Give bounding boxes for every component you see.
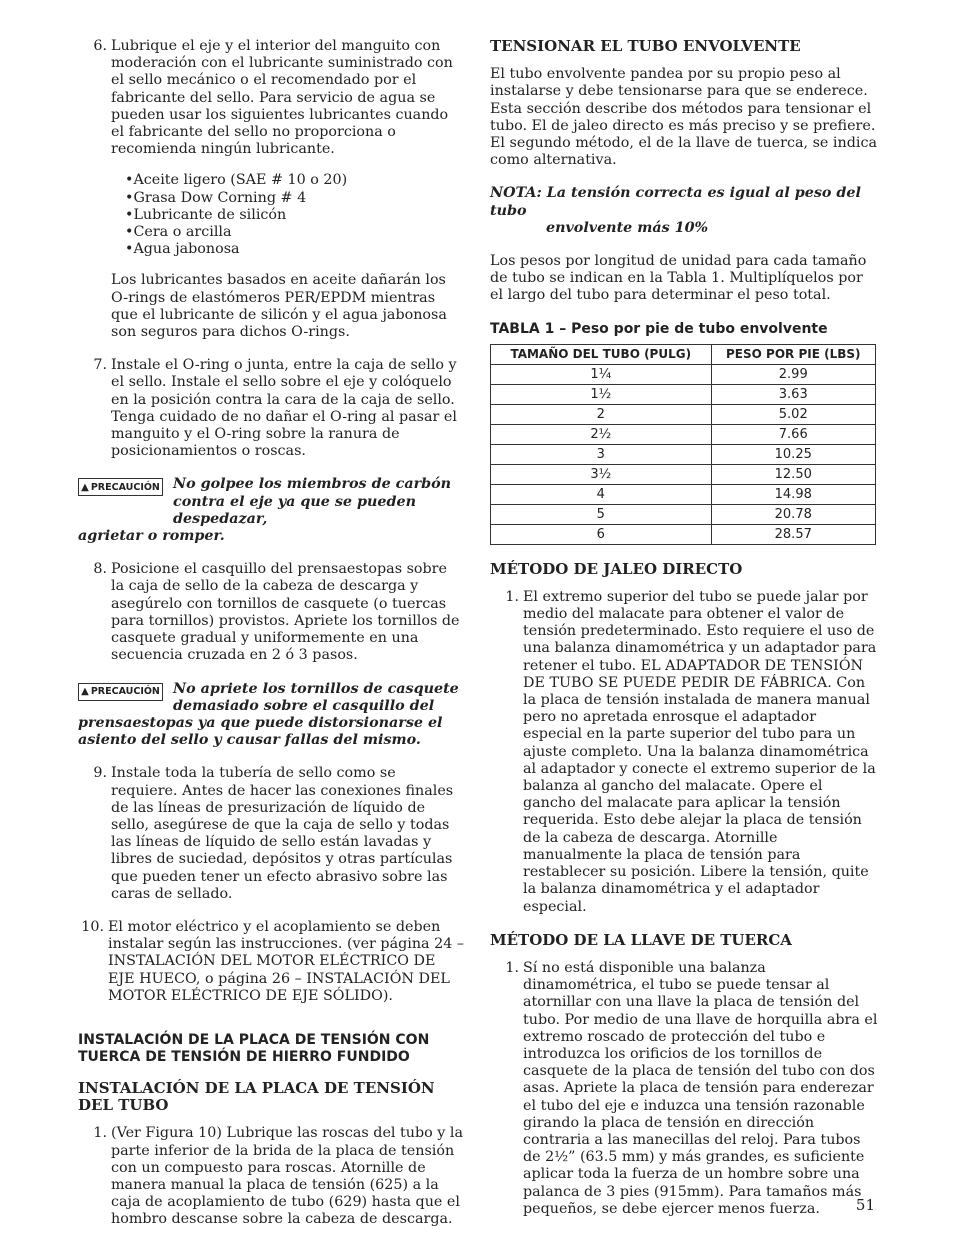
step-8 (78, 561, 464, 664)
step-number: 1. (93, 1125, 107, 1142)
step-text: (Ver Figura 10) Lubrique las roscas del tubo y la parte inferior de la brida de la placa de tensión con un compuesto para roscas. Atornille de manera manual la placa de tensión (625) a la caja de acoplamiento de tubo (629) hasta que el hombro descanse sobre la cabeza de descarga. (111, 1125, 463, 1228)
table-row: 3 10.25 (491, 444, 876, 464)
step-text: Instale el O-ring o junta, entre la caja de sello y el sello. Instale el sello sobre el eje y colóquelo en la posición contra la cara de la caja de sello. Tenga cuidado de no dañar el O-ring al pasar el manguito y el O-ring sobre la ranura de posicionamientos o roscas. (111, 357, 457, 460)
list-item: • Cera o arcilla (125, 224, 464, 241)
paragraph: El tubo envolvente pandea por su propio peso al instalarse y debe tensionarse para que se enderece. Esta sección describe dos métodos para tensionar el tubo. El de jaleo directo es más preciso y se prefiere. El segundo método, el de la llave de tuerca, se indica como alternativa. (490, 66, 877, 169)
direct-pull-step (490, 589, 878, 916)
list-item: • Aceite ligero (SAE # 10 o 20) (125, 172, 464, 189)
step-number: 10. (81, 918, 104, 935)
paragraph: Los pesos por longitud de unidad para cada tamaño de tubo se indican en la Tabla 1. Multiplíquelos por el largo del tubo para determinar el peso total. (490, 253, 867, 304)
table-row: 2 5.02 (491, 404, 876, 424)
page-number: 51 (855, 1196, 875, 1214)
subsection-heading: MÉTODO DE JALEO DIRECTO (490, 559, 743, 578)
table-row: 3½ 12.50 (491, 464, 876, 484)
caution-note-1: ▲ PRECAUCIÓN No golpee los miembros de carbón contra el eje ya que se pueden despedazar, agrietar o romper. (78, 476, 452, 545)
step-number: 8. (93, 561, 107, 578)
table-header: PESO POR PIE (LBS) (711, 344, 875, 364)
table-row: 5 20.78 (491, 504, 876, 524)
step-10 (78, 919, 464, 1005)
caution-badge: ▲ PRECAUCIÓN (78, 683, 163, 701)
table-row: 6 28.57 (491, 524, 876, 544)
table-row: 1½ 3.63 (491, 384, 876, 404)
caution-badge: ▲ PRECAUCIÓN (78, 478, 163, 496)
step-text: Posicione el casquillo del prensaestopas sobre la caja de sello de la cabeza de descarga y asegúrelo con tornillos de casquete (o tuercas para tornillos) provistos. Apriete los tornillos de casquete gradual y uniformemente en una secuencia cruzada en 2 ó 3 pasos. (111, 561, 460, 664)
subsection-heading: MÉTODO DE LA LLAVE DE TUERCA (490, 930, 792, 949)
section-heading: INSTALACIÓN DE LA PLACA DE TENSIÓN CON TUERCA DE TENSIÓN DE HIERRO FUNDIDO (78, 1031, 430, 1065)
warning-icon: ▲ (81, 685, 89, 697)
step-text: El motor eléctrico y el acoplamiento se deben instalar según las instrucciones. (ver página 24 – INSTALACIÓN DEL MOTOR ELÉCTRICO DE EJE HUECO, o página 26 – INSTALACIÓN DEL MOTOR ELÉCTRICO DE EJE SÓLIDO). (108, 918, 464, 1004)
step-number: 9. (93, 765, 107, 782)
section-heading: TENSIONAR EL TUBO ENVOLVENTE (490, 37, 801, 55)
table-title: TABLA 1 – Peso por pie de tubo envolvente (490, 320, 828, 337)
step-note: Los lubricantes basados en aceite dañarán los O-rings de elastómeros PER/EPDM mientras que el lubricante de silicón y el agua jabonosa son seguros para dichos O-rings. (111, 272, 447, 341)
list-item: • Agua jabonosa (125, 241, 464, 258)
lubricant-list (125, 172, 464, 258)
weight-table (490, 344, 876, 545)
step-7 (78, 357, 464, 460)
table-header: TAMAÑO DEL TUBO (PULG) (491, 344, 712, 364)
step-6 (78, 38, 464, 341)
step-number: 1. (505, 588, 519, 605)
subsection-heading: INSTALACIÓN DE LA PLACA DE TENSIÓN DEL TUBO (78, 1078, 435, 1115)
list-item: • Lubricante de silicón (125, 207, 464, 224)
step-text: Lubrique el eje y el interior del manguito con moderación con el lubricante suministrado con el sello mecánico o el recomendado por el fabricante del sello. Para servicio de agua se pueden usar los siguientes lubricantes cuando el fabricante del sello no proporciona o recomienda ningún lubricante. (111, 38, 453, 158)
step-text: Instale toda la tubería de sello como se requiere. Antes de hacer las conexiones finales de las líneas de presurización de líquido de sello, asegúrese de que la caja de sello y todas las líneas de líquido de sello están lavadas y libres de suciedad, depósitos y otras partículas que pueden tener un efecto abrasivo sobre las caras de sellado. (111, 765, 454, 902)
table-row: 2½ 7.66 (491, 424, 876, 444)
table-row: 4 14.98 (491, 484, 876, 504)
step-9 (78, 765, 464, 903)
note: NOTA: La tensión correcta es igual al peso del tubo envolvente más 10% (490, 185, 861, 236)
caution-note-2: ▲ PRECAUCIÓN No apriete los tornillos de casquete demasiado sobre el casquillo del prensaestopas ya que puede distorsionarse el asiento del sello y causar fallas del mismo. (78, 680, 459, 749)
list-item: • Grasa Dow Corning # 4 (125, 190, 464, 207)
step-number: 1. (505, 959, 519, 976)
left-column (78, 38, 464, 1245)
table-row: 1¼ 2.99 (491, 364, 876, 384)
warning-icon: ▲ (81, 481, 89, 493)
wrench-step (490, 960, 878, 1218)
step-number: 7. (93, 357, 107, 374)
step-text: El extremo superior del tubo se puede jalar por medio del malacate para obtener el valor de tensión predeterminado. Esto requiere el uso de una balanza dinamométrica y un adaptador para retener el tubo. EL ADAPTADOR DE TENSIÓN DE TUBO SE PUEDE PEDIR DE FÁBRICA. Con la placa de tensión instalada de manera manual pero no apretada enrosque el adaptador especial en la parte superior del tubo para un ajuste completo. Una la balanza dinamométrica al adaptador y conecte el extremo superior de la balanza al gancho del malacate. Opere el gancho del malacate para aplicar la tensión requerida. Esto debe alejar la placa de tensión de la cabeza de descarga. Atornille manualmente la placa de tensión para restablecer su posición. Libere la tensión, quite la balanza dinamométrica y el adaptador especial. (523, 588, 877, 915)
step-number: 6. (93, 38, 107, 54)
step-1-tension-plate (78, 1125, 464, 1228)
right-column (490, 38, 878, 1234)
step-text: Sí no está disponible una balanza dinamométrica, el tubo se puede tensar al atornillar con una llave la placa de tensión del tubo. Por medio de una llave de horquilla abra el extremo roscado de protección del tubo e introduzca los orificios de los tornillos de casquete de la placa de tensión del tubo con dos asas. Apriete la placa de tensión para enderezar el tubo del eje e induzca una tensión razonable girando la placa de tensión en dirección contraria a las manecillas del reloj. Para tubos de 2½” (63.5 mm) y más grandes, es suficiente aplicar toda la fuerza de un hombre sobre una palanca de 3 pies (915mm). Para tamaños más pequeños, se debe ejercer menos fuerza. (523, 959, 878, 1217)
